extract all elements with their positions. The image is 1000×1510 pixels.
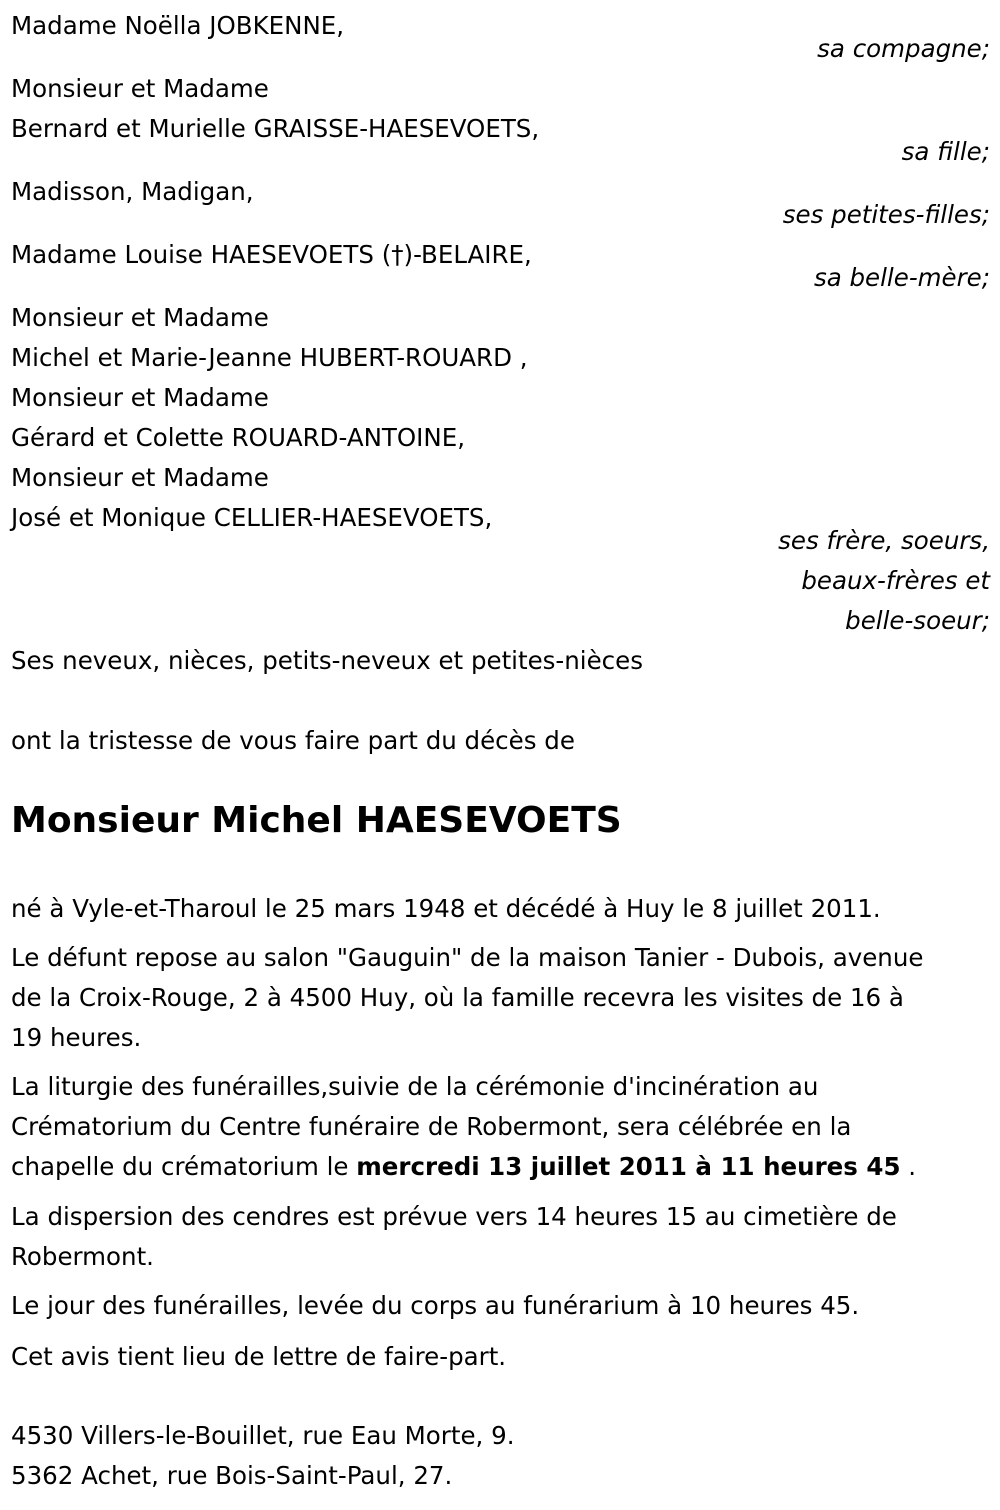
family-name-line: Monsieur et Madame: [11, 74, 269, 103]
deceased-name: Monsieur Michel HAESEVOETS: [11, 800, 622, 841]
family-relation: sa fille;: [901, 137, 990, 166]
viewing-line: de la Croix-Rouge, 2 à 4500 Huy, où la famille recevra les visites de 16 à: [11, 983, 904, 1012]
viewing-line: 19 heures.: [11, 1023, 142, 1052]
ceremony-datetime: mercredi 13 juillet 2011 à 11 heures 45: [356, 1152, 901, 1181]
family-name-line: Monsieur et Madame: [11, 463, 269, 492]
family-relation: sa compagne;: [817, 34, 990, 63]
others-line: Ses neveux, nièces, petits-neveux et petites-nièces: [11, 646, 643, 675]
family-relation: ses petites-filles;: [782, 200, 990, 229]
family-relation: beaux-frères et: [801, 566, 990, 595]
liturgy-line: [11, 1147, 991, 1187]
announcement-line: ont la tristesse de vous faire part du décès de: [11, 726, 575, 755]
dispersion-line: Robermont.: [11, 1242, 154, 1271]
viewing-line: Le défunt repose au salon "Gauguin" de la maison Tanier - Dubois, avenue: [11, 943, 924, 972]
dispersion-line: La dispersion des cendres est prévue vers 14 heures 15 au cimetière de: [11, 1202, 897, 1231]
family-name-line: Monsieur et Madame: [11, 383, 269, 412]
liturgy-line: Crématorium du Centre funéraire de Robermont, sera célébrée en la: [11, 1112, 852, 1141]
family-name-line: Monsieur et Madame: [11, 303, 269, 332]
dispersion-paragraph: [11, 1197, 991, 1277]
liturgy-text: chapelle du crématorium le: [11, 1152, 357, 1181]
family-relation: ses frère, soeurs,: [778, 526, 990, 555]
family-name-line: Madame Louise HAESEVOETS (†)-BELAIRE,: [11, 240, 532, 269]
family-name-line: Madisson, Madigan,: [11, 177, 254, 206]
family-name-line: Michel et Marie-Jeanne HUBERT-ROUARD ,: [11, 343, 528, 372]
levee-line: Le jour des funérailles, levée du corps au funérarium à 10 heures 45.: [11, 1291, 860, 1320]
viewing-paragraph: [11, 938, 991, 1058]
family-name-line: Madame Noëlla JOBKENNE,: [11, 11, 345, 40]
family-name-line: Gérard et Colette ROUARD-ANTOINE,: [11, 423, 465, 452]
notice-line: Cet avis tient lieu de lettre de faire-part.: [11, 1342, 507, 1371]
liturgy-line: La liturgie des funérailles,suivie de la cérémonie d'incinération au: [11, 1072, 819, 1101]
address-line: 5362 Achet, rue Bois-Saint-Paul, 27.: [11, 1461, 453, 1490]
birth-death-line: né à Vyle-et-Tharoul le 25 mars 1948 et décédé à Huy le 8 juillet 2011.: [11, 894, 881, 923]
family-name-line: José et Monique CELLIER-HAESEVOETS,: [11, 503, 493, 532]
family-relation: belle-soeur;: [845, 606, 990, 635]
family-name-line: Bernard et Murielle GRAISSE-HAESEVOETS,: [11, 114, 540, 143]
address-line: 4530 Villers-le-Bouillet, rue Eau Morte, 9.: [11, 1421, 515, 1450]
liturgy-paragraph: [11, 1067, 991, 1187]
liturgy-text: .: [900, 1152, 917, 1181]
family-relation: sa belle-mère;: [813, 263, 990, 292]
